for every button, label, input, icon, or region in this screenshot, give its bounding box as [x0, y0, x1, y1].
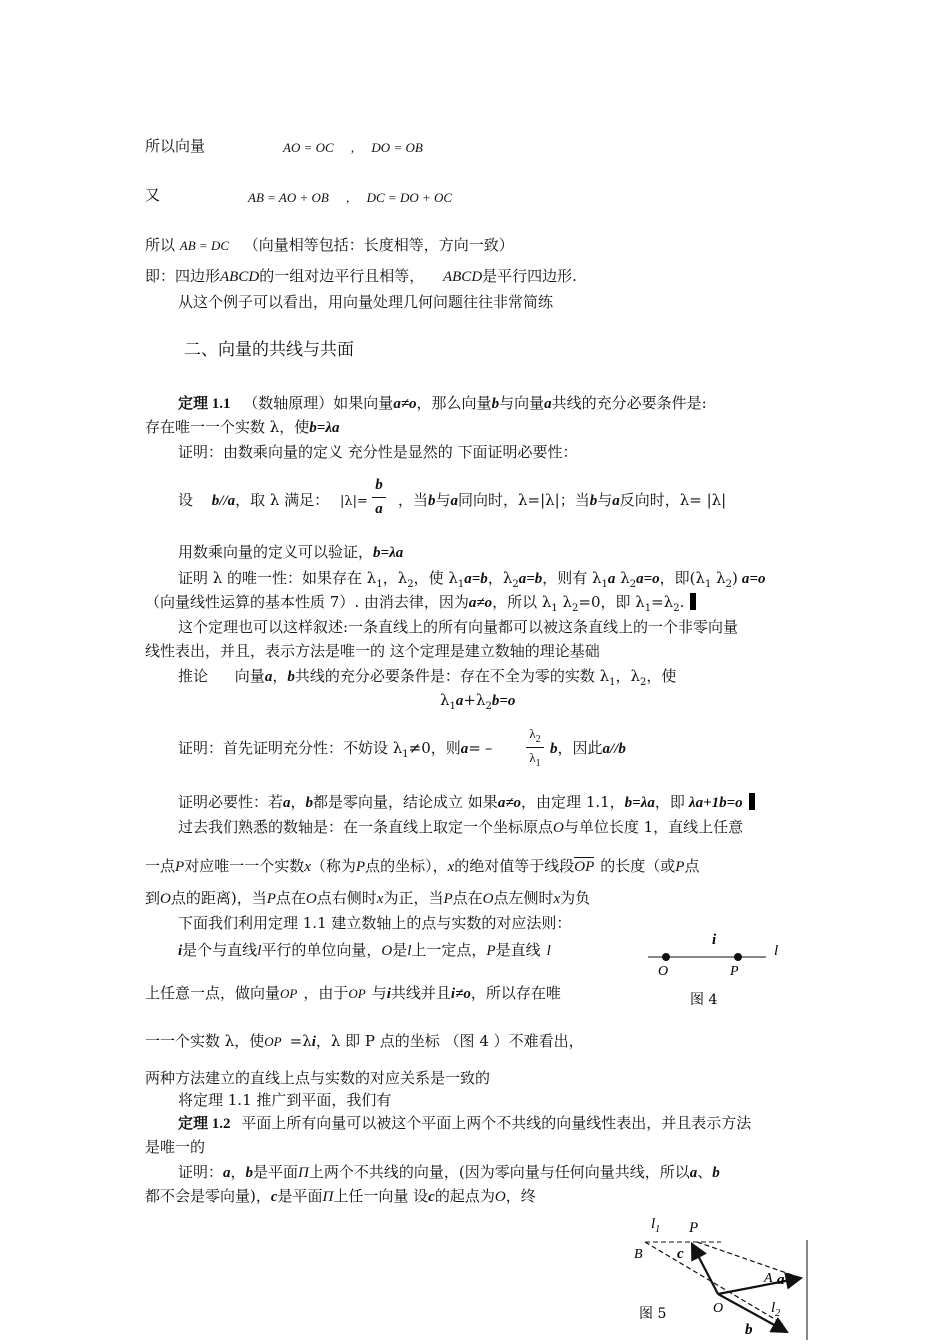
text: 与 [371, 984, 387, 1002]
text: Π [298, 1165, 309, 1181]
subscript: 2 [512, 579, 519, 590]
text: 这个定理也可以这样叙述:一条直线上的所有向量都可以被这条直线上的一个非零向量 [178, 618, 739, 636]
point-o [662, 953, 670, 961]
text-line [145, 888, 590, 909]
text: ， [290, 793, 306, 811]
subscript: 1 [655, 1224, 661, 1235]
subscript: 2 [640, 677, 647, 688]
text: c [428, 1189, 435, 1205]
subscript: 1 [535, 758, 541, 769]
fraction-numerator [526, 726, 544, 745]
text: λ [557, 593, 573, 611]
subscript: 1 [402, 749, 409, 760]
text: a [283, 795, 291, 811]
text: O [553, 820, 564, 836]
text: 两种方法建立的直线上点与实数的对应关系是一致的 [145, 1069, 491, 1087]
subscript: 1 [449, 701, 456, 712]
text: l [771, 1300, 776, 1316]
text-line [145, 1031, 584, 1052]
subscript: 1 [705, 579, 712, 590]
text: 下面我们利用定理 1.1 建立数轴上的点与实数的对应法则： [178, 914, 572, 932]
text: a [689, 1165, 698, 1181]
text: =λ [651, 593, 674, 611]
theorem-1-1 [178, 393, 707, 414]
text: ，取 λ 满足： [235, 491, 330, 509]
text: ，所以 λ [492, 593, 552, 611]
text: 过去我们熟悉的数轴是：在一条直线上取定一个坐标原点 [178, 818, 554, 836]
text: ) [732, 569, 738, 587]
text: 点右侧时 [316, 889, 377, 907]
text: b=o [491, 693, 516, 709]
label-p: P [689, 1220, 699, 1236]
subscript: 2 [572, 603, 579, 614]
text-line [178, 490, 368, 512]
text: （数轴原理）如果向量 [243, 394, 394, 412]
text: b [550, 741, 558, 757]
text: a=b [518, 571, 543, 587]
text: b=λa [309, 420, 340, 436]
text: 是 [392, 941, 408, 959]
text: 的长度（或 [600, 857, 676, 875]
text: l [651, 1216, 656, 1232]
text: ，λ [615, 667, 640, 685]
text: l [546, 943, 551, 959]
fraction-denominator [526, 750, 544, 769]
text: b [589, 493, 598, 509]
text: ，则有 λ [542, 569, 602, 587]
text: 共线并且 [390, 984, 451, 1002]
text: b [287, 669, 295, 685]
text: ，λ [487, 569, 513, 587]
text-line [145, 266, 577, 287]
text-line [178, 1090, 391, 1110]
vector-c [692, 1244, 718, 1294]
text: |λ|= [339, 494, 368, 509]
formula: AO = OC , DO = OB [283, 140, 423, 155]
text: 都是零向量，结论成立 如果 [313, 793, 498, 811]
text: OP [264, 1034, 282, 1049]
equation-do-ob: DO = OB [371, 140, 423, 155]
text: 将定理 1.1 推广到平面，我们有 [178, 1091, 392, 1109]
text-line [178, 442, 578, 462]
text: a=b [464, 571, 488, 587]
text: Π [322, 1189, 334, 1205]
text: 到 [145, 889, 161, 907]
text: b//a [211, 493, 236, 509]
subscript: 1 [376, 579, 383, 590]
corollary [178, 666, 676, 693]
text: ，所以存在唯 [470, 984, 561, 1002]
text: ，那么向量 [416, 394, 492, 412]
figure-caption: 图 5 [639, 1306, 667, 1322]
equation-dc: DC = DO + OC [366, 190, 453, 205]
text: 平面上所有向量可以被这个平面上两个不共线的向量线性表出，并且表示方法 [241, 1114, 752, 1132]
text: 一点 [145, 857, 176, 875]
text: 都不会是零向量)， [145, 1187, 271, 1205]
text-line [145, 592, 696, 619]
text: b [428, 493, 436, 509]
text: λ [529, 750, 536, 765]
text: ，终 [505, 1187, 536, 1205]
text: λ [529, 726, 536, 741]
text: 与向量 [499, 394, 545, 412]
text: 从这个例子可以看出，用向量处理几何问题往往非常简练 [178, 293, 554, 311]
corollary-title: 推论 [178, 667, 209, 685]
text: 为负 [560, 889, 591, 907]
section-heading [184, 340, 354, 360]
text: i≠o [450, 986, 471, 1002]
text: 证明 λ 的唯一性：如果存在 λ [178, 569, 377, 587]
text: 平行的单位向量， [261, 941, 382, 959]
subscript: 2 [775, 1308, 781, 1319]
text: a [612, 493, 620, 509]
text: 点的距离)，当 [170, 889, 267, 907]
subscript: 1 [551, 603, 558, 614]
note: （向量相等包括：长度相等，方向一致） [243, 236, 514, 254]
fraction-numerator: b [375, 477, 383, 493]
text: b=λa [373, 545, 404, 561]
text: P [486, 943, 496, 959]
text: 向量 [234, 667, 265, 685]
text: 点左侧时 [493, 889, 554, 907]
text-line [145, 1186, 536, 1207]
text: b [245, 1165, 254, 1181]
subscript: 1 [644, 603, 652, 614]
text-line [550, 738, 626, 759]
text-line [178, 568, 765, 595]
text: 对应唯一一个实数 [184, 857, 305, 875]
text: b [305, 795, 314, 811]
text: 证明：首先证明充分性：不妨设 λ [178, 739, 403, 757]
text: 点在 [452, 889, 483, 907]
text: x [553, 891, 561, 907]
subscript: 2 [629, 579, 637, 590]
text: c [270, 1189, 278, 1205]
vector-op: OP [574, 859, 595, 875]
text: λ [615, 569, 630, 587]
label-a-point: A [764, 1271, 773, 1286]
label-o: O [713, 1301, 724, 1316]
text: λ [711, 569, 726, 587]
text: λ [440, 691, 450, 709]
text: 是平面 [253, 1163, 299, 1181]
text-line [178, 1162, 720, 1183]
subscript: 2 [485, 701, 492, 712]
subscript: 1 [609, 677, 616, 688]
text: O [160, 891, 171, 907]
text: OP [348, 986, 366, 1001]
text: a [455, 693, 464, 709]
text: x [304, 859, 311, 875]
text: a≠o [497, 795, 522, 811]
text: 为正，当 [383, 889, 444, 907]
text-line [145, 983, 561, 1004]
text: 用数乘向量的定义可以验证， [178, 543, 374, 561]
subscript: 1 [601, 579, 608, 590]
text: 与 [435, 491, 451, 509]
text: i [311, 1034, 316, 1050]
label-l1 [651, 1216, 660, 1235]
text: l [257, 943, 262, 959]
fraction-denominator: a [375, 501, 383, 517]
text-line [145, 136, 205, 156]
text: x [376, 891, 384, 907]
label-p: P [730, 964, 739, 979]
text: a [223, 1165, 231, 1181]
figure-5 [625, 1214, 815, 1340]
figure-4 [640, 925, 790, 1015]
text-line [178, 542, 403, 563]
text: （称为 [310, 857, 356, 875]
text: ，即 [654, 793, 685, 811]
text: P [675, 859, 685, 875]
fraction [526, 726, 544, 769]
text: （向量线性运算的基本性质 7）. 由消去律，因为 [145, 593, 469, 611]
text: 上任一向量 设 [333, 1187, 429, 1205]
text: a=o [741, 571, 766, 587]
text: 反向时，λ= |λ| [619, 491, 727, 509]
text-line [178, 292, 553, 312]
text-label: 所以向量 [145, 137, 206, 155]
text: ，由于 [303, 984, 349, 1002]
text-line [178, 617, 738, 637]
text: 是平面 [277, 1187, 323, 1205]
text: 上任意一点，做向量 [145, 984, 281, 1002]
label-a: a [777, 1272, 785, 1288]
text: b [712, 1165, 720, 1181]
text: ABCD [442, 269, 483, 285]
label-i: i [712, 932, 717, 948]
label-o: O [658, 964, 669, 979]
text: 设 [178, 491, 194, 509]
text: 与 [597, 491, 613, 509]
formula [440, 690, 515, 717]
text: a [264, 669, 273, 685]
subscript: 2 [535, 734, 541, 745]
fraction [372, 477, 386, 518]
text: = [468, 739, 481, 757]
text: O [381, 943, 393, 959]
text: ，使 λ [413, 569, 458, 587]
label-l2 [771, 1300, 780, 1319]
text: 一一个实数 λ，使 [145, 1032, 265, 1050]
dashed-line [697, 1242, 801, 1278]
text-line [178, 792, 755, 813]
text: P [443, 891, 453, 907]
subscript: 1 [457, 579, 465, 590]
label-c: c [677, 1246, 684, 1262]
text: a≠o [393, 396, 417, 412]
text: a [450, 493, 459, 509]
text: ，因此 [557, 739, 603, 757]
text: 证明：由数乘向量的定义 充分性是显然的 下面证明必要性： [178, 443, 578, 461]
text: ， [230, 1163, 246, 1181]
text: 是个与直线 [182, 941, 258, 959]
text: 点在 [275, 889, 306, 907]
text: ，λ [382, 569, 408, 587]
text: =0，即 λ [578, 593, 645, 611]
text: P [266, 891, 276, 907]
text: l [407, 943, 412, 959]
formula: AB = AO + OB , DC = DO + OC [248, 190, 453, 205]
text-line [145, 417, 340, 438]
text-line [178, 913, 571, 933]
text: 线性表出，并且，表示方法是唯一的 这个定理是建立数轴的理论基础 [145, 642, 600, 660]
text-line [178, 940, 551, 961]
text: x [447, 859, 455, 875]
text: P [175, 859, 185, 875]
heading-text: 二、向量的共线与共面 [184, 340, 354, 360]
text: =λ [289, 1032, 312, 1050]
text: a [460, 741, 469, 757]
text-line [145, 641, 600, 661]
text: ，λ 即 P 点的坐标 （图 4 ）不难看出， [315, 1032, 584, 1050]
text: 与单位长度 1，直线上任意 [563, 818, 744, 836]
equation-ao-oc: AO = OC [283, 140, 334, 155]
label-l: l [774, 943, 779, 959]
subscript: 2 [725, 579, 733, 590]
text-line [178, 817, 743, 838]
text-line: 证明：首先证明充分性：不妨设 $\lambda_1\ne 0$，则a= – [178, 739, 493, 760]
theorem-1-2 [178, 1113, 751, 1134]
text: 证明必要性：若 [178, 793, 284, 811]
text: 的一组对边平行且相等， [259, 267, 425, 285]
text: ， [272, 667, 288, 685]
text: 是平行四边形. [482, 267, 577, 285]
text: ，由定理 1.1， [521, 793, 625, 811]
text: 同向时，λ=|λ|；当 [458, 491, 590, 509]
figure-caption: 图 4 [690, 992, 718, 1008]
text: 是直线 [495, 941, 541, 959]
text: ≠0，则 [408, 739, 461, 757]
text: 的绝对值等于线段 [454, 857, 575, 875]
text: 上一定点， [411, 941, 487, 959]
subscript: 2 [673, 603, 680, 614]
text: ABCD [220, 269, 260, 285]
text: 点 [684, 857, 700, 875]
theorem-title: 定理 1.1 [178, 396, 231, 412]
text-label: 又 [145, 186, 161, 204]
theorem-title: 定理 1.2 [178, 1116, 231, 1132]
text: 是唯一的 [145, 1138, 206, 1156]
text: a [607, 571, 616, 587]
text: ，使 [646, 667, 677, 685]
qed-mark [690, 593, 696, 610]
text: b [491, 396, 500, 412]
vector-a [718, 1278, 801, 1294]
text: λa+1b=o [688, 795, 743, 811]
label-b-point: B [634, 1247, 643, 1262]
text: a//b [602, 741, 626, 757]
qed-mark [749, 793, 755, 810]
text: O [494, 1189, 506, 1205]
text: O [482, 891, 494, 907]
text-line [145, 1068, 490, 1088]
text: a [544, 396, 552, 412]
text: 的起点为 [434, 1187, 495, 1205]
equation-ab-dc: AB = DC [179, 238, 230, 253]
text-line [145, 185, 160, 205]
text: O [305, 891, 317, 907]
label-b: b [745, 1322, 753, 1338]
text: i [386, 986, 391, 1002]
text: b=λa [624, 795, 655, 811]
text-line [145, 235, 514, 256]
text-line [145, 1137, 205, 1157]
text: 所以 [145, 236, 176, 254]
text: 共线的充分必要条件是: [551, 394, 707, 412]
text: 证明： [178, 1163, 224, 1181]
text-line [145, 856, 699, 877]
text: ，即(λ [659, 569, 705, 587]
text: 点的坐标）， [365, 857, 448, 875]
text: 即：四边形 [145, 267, 221, 285]
subscript: 2 [407, 579, 414, 590]
text: . [679, 593, 685, 611]
text: P [355, 859, 366, 875]
text: i [178, 943, 183, 959]
text-line [398, 490, 726, 511]
text: OP [280, 986, 298, 1001]
text: 、 [697, 1163, 713, 1181]
text: 共线的充分必要条件是：存在不全为零的实数 λ [294, 667, 610, 685]
equation-ab: AB = AO + OB [248, 190, 329, 205]
text: a=o [636, 571, 660, 587]
text: 上两个不共线的向量，(因为零向量与任何向量共线，所以 [308, 1163, 690, 1181]
point-p [734, 953, 742, 961]
text: +λ [463, 691, 486, 709]
text: 存在唯一一个实数 λ，使 [145, 418, 310, 436]
text: a≠o [468, 595, 493, 611]
text: ，当 [398, 491, 429, 509]
